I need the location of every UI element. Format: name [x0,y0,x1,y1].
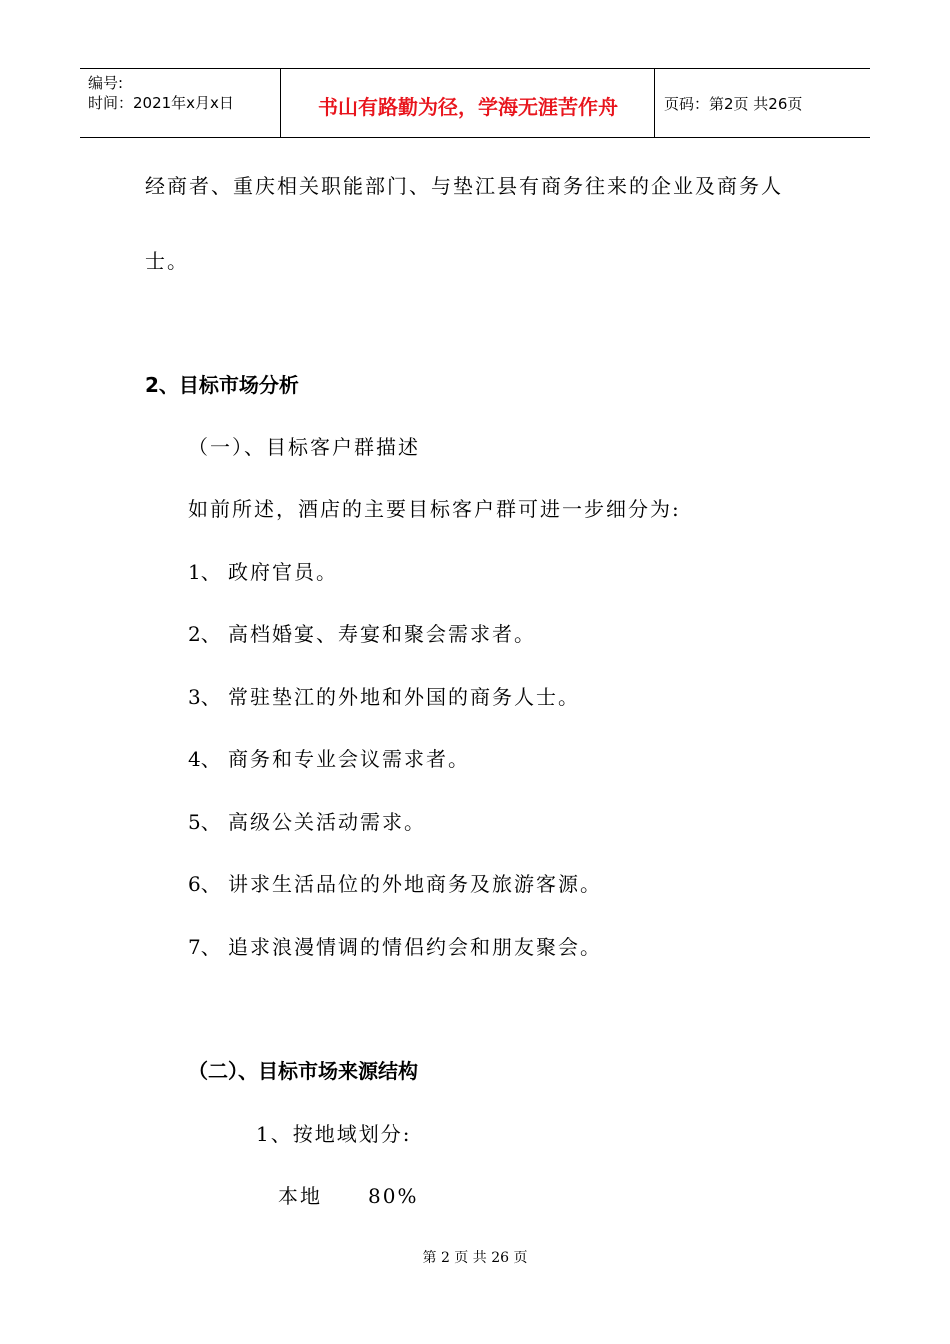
local-label: 本地 [278,1184,322,1208]
list-item-text: 商务和专业会议需求者。 [228,747,470,771]
list-item-text: 政府官员。 [228,560,338,584]
intro-text: 如前所述，酒店的主要目标客户群可进一步细分为: [188,497,681,521]
list-item-number: 2、 [188,622,221,646]
section-heading: 2、目标市场分析 [145,373,299,397]
list-item [188,872,602,896]
list-item-text: 高档婚宴、寿宴和聚会需求者。 [228,622,536,646]
list-item-number: 4、 [188,747,221,771]
page-header [80,68,870,138]
page-footer: 第 2 页 共 26 页 [422,1250,528,1266]
header-divider [280,69,281,137]
list-item-text: 讲求生活品位的外地商务及旅游客源。 [228,872,602,896]
local-value: 80% [368,1184,419,1208]
header-divider [654,69,655,137]
list-item [188,560,338,584]
subsection-heading: （一）、目标客户群描述 [188,435,420,459]
list-item-text: 高级公关活动需求。 [228,810,426,834]
header-date: 时间：2021年x月x日 [88,94,234,112]
header-meta [88,73,234,113]
list-item [188,935,602,959]
list-item-text: 常驻垫江的外地和外国的商务人士。 [228,685,580,709]
subsection-heading: （二）、目标市场来源结构 [188,1059,418,1083]
list-item-number: 5、 [188,810,221,834]
list-item-number: 6、 [188,872,221,896]
list-item-number: 7、 [188,935,221,959]
list-item [188,810,426,834]
header-number-label: 编号: [88,74,124,92]
region-heading: 1、按地域划分: [256,1122,412,1146]
paragraph-line: 经商者、重庆相关职能部门、与垫江县有商务往来的企业及商务人 [145,174,783,198]
paragraph-line: 士。 [145,249,189,273]
list-item [188,622,536,646]
header-motto: 书山有路勤为径，学海无涯苦作舟 [318,95,618,119]
header-page-info: 页码：第2页 共26页 [664,95,803,113]
list-item-number: 1、 [188,560,221,584]
list-item-text: 追求浪漫情调的情侣约会和朋友聚会。 [228,935,602,959]
list-item [188,685,580,709]
list-item [188,747,470,771]
list-item-number: 3、 [188,685,221,709]
